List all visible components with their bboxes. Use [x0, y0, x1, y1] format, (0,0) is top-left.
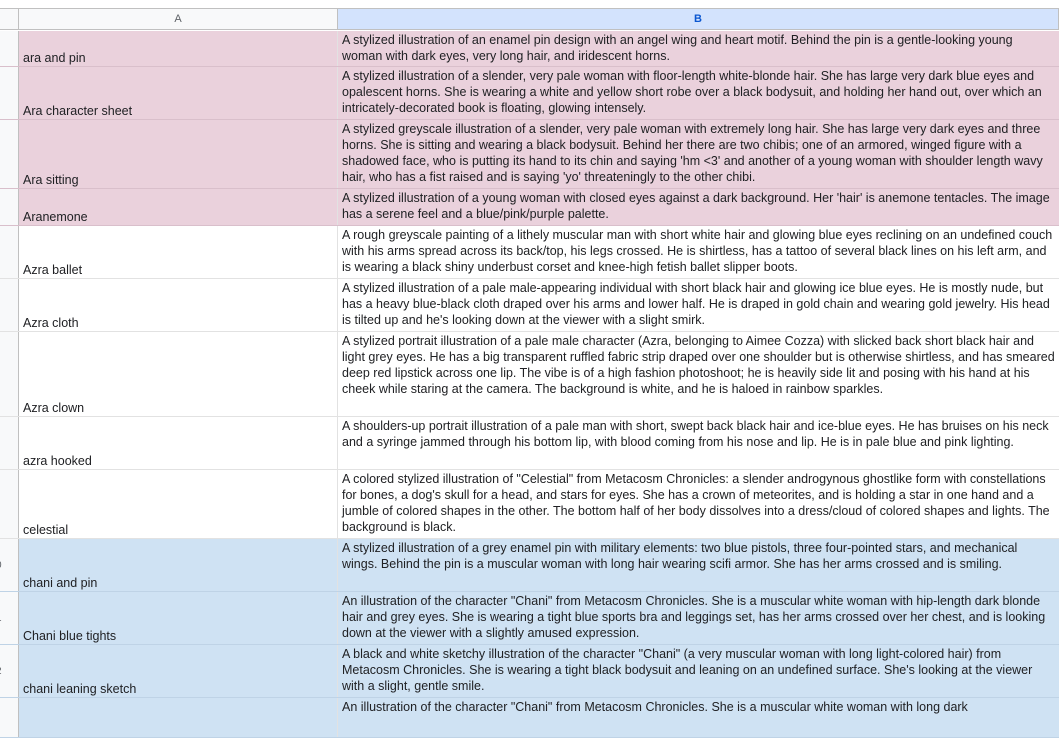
column-header-a[interactable]: A — [19, 9, 338, 29]
rows-container — [0, 31, 1059, 738]
cell-name[interactable]: Azra cloth — [19, 279, 338, 331]
table-row[interactable] — [0, 332, 1059, 417]
cell-description[interactable]: A rough greyscale painting of a lithely muscular man with short white hair and glowing blue eyes reclining on an undefined couch with his arms spread across its back/top, his legs crossed. He is shirtless, has a tattoo of several black lines on his left arm, and is wearing a black shiny underbust corset and knee-high fetish ballet slipper boots. — [338, 226, 1059, 278]
cell-name[interactable]: Ara sitting — [19, 120, 338, 188]
cell-name[interactable]: Azra ballet — [19, 226, 338, 278]
cell-description[interactable]: A colored stylized illustration of "Celestial" from Metacosm Chronicles: a slender androgynous ghostlike form with constellations for bones, a dog's skull for a head, and stars for eyes. She has a crown of meteorites, and is holding a star in one hand and a jumble of colored shapes in the other. The bottom half of her body dissolves into a dress/cloud of colored shapes and lights. The background is black. — [338, 470, 1059, 538]
row-number[interactable] — [0, 592, 19, 644]
table-row[interactable] — [0, 226, 1059, 279]
cell-name[interactable]: Chani blue tights — [19, 592, 338, 644]
table-row[interactable] — [0, 189, 1059, 226]
row-number[interactable] — [0, 67, 19, 119]
cell-description[interactable]: A stylized greyscale illustration of a slender, very pale woman with extremely long hair. She has large very dark eyes and three horns. She is sitting and wearing a black bodysuit. Behind her there are two chibis; one of an armored, winged figure with a shadowed face, who is putting its hand to its chin and saying 'hm <3' and another of a young woman with shoulder length wavy hair, who has a fist raised and is saying 'yo' threateningly to the other chibi. — [338, 120, 1059, 188]
cell-description[interactable]: A shoulders-up portrait illustration of a pale man with short, swept back black hair and ice-blue eyes. He has bruises on his neck and a syringe jammed through his bottom lip, with blood coming from his nose and lip. He is in pale blue and pink lighting. — [338, 417, 1059, 469]
column-header-row — [0, 8, 1059, 30]
row-number[interactable] — [0, 226, 19, 278]
cell-name[interactable] — [19, 698, 338, 737]
table-row[interactable] — [0, 120, 1059, 189]
row-number[interactable] — [0, 31, 19, 66]
table-row[interactable] — [0, 31, 1059, 67]
row-number[interactable] — [0, 332, 19, 416]
table-row[interactable] — [0, 470, 1059, 539]
table-row[interactable] — [0, 279, 1059, 332]
row-number[interactable] — [0, 189, 19, 225]
cell-name[interactable]: Ara character sheet — [19, 67, 338, 119]
row-number-label — [0, 613, 2, 624]
table-row[interactable] — [0, 592, 1059, 645]
row-number[interactable] — [0, 279, 19, 331]
column-header-b[interactable]: B — [338, 9, 1059, 29]
cell-description[interactable]: A stylized illustration of a slender, very pale woman with floor-length white-blonde hair. She has large very dark blue eyes and opalescent horns. She is wearing a white and yellow short robe over a black bodysuit, and holding her hand out, over which an intricately-decorated book is floating, glowing intensely. — [338, 67, 1059, 119]
cell-name[interactable]: azra hooked — [19, 417, 338, 469]
row-number[interactable] — [0, 698, 19, 737]
cell-name[interactable]: Azra clown — [19, 332, 338, 416]
table-row[interactable] — [0, 645, 1059, 698]
cell-name[interactable]: ara and pin — [19, 31, 338, 66]
cell-description[interactable]: A stylized illustration of a pale male-appearing individual with short black hair and glowing ice blue eyes. He is mostly nude, but has a heavy blue-black cloth draped over his arms and lower half. He is draped in gold chain and wearing gold jewelry. His head is tilted up and he's looking down at the viewer with a slight smirk. — [338, 279, 1059, 331]
row-number[interactable] — [0, 539, 19, 591]
row-number[interactable] — [0, 470, 19, 538]
cell-name[interactable]: celestial — [19, 470, 338, 538]
row-number[interactable] — [0, 645, 19, 697]
cell-name[interactable]: chani leaning sketch — [19, 645, 338, 697]
cell-description[interactable]: A stylized illustration of an enamel pin design with an angel wing and heart motif. Behind the pin is a gentle-looking young woman with dark eyes, very long hair, and iridescent horns. — [338, 31, 1059, 66]
toolbar-edge — [0, 0, 1059, 8]
cell-description[interactable]: A stylized illustration of a grey enamel pin with military elements: two blue pistols, three four-pointed stars, and mechanical wings. Behind the pin is a muscular woman with long hair wearing scifi armor. She has her arms crossed and is smiling. — [338, 539, 1059, 591]
table-row[interactable] — [0, 539, 1059, 592]
row-number-label — [0, 560, 2, 571]
row-number[interactable] — [0, 120, 19, 188]
table-row[interactable] — [0, 67, 1059, 120]
cell-description[interactable]: A black and white sketchy illustration of the character "Chani" (a very muscular woman with long light-colored hair) from Metacosm Chronicles. She is wearing a tight black bodysuit and leaning on an undefined surface. She's looking at the viewer with a slight, gentle smile. — [338, 645, 1059, 697]
row-number[interactable] — [0, 417, 19, 469]
cell-description[interactable]: An illustration of the character "Chani" from Metacosm Chronicles. She is a muscular white woman with hip-length dark blonde hair and grey eyes. She is wearing a tight blue sports bra and leggings set, has her arms crossed over her chest, and is looking down at the viewer with a slightly amused expression. — [338, 592, 1059, 644]
cell-name[interactable]: Aranemone — [19, 189, 338, 225]
select-all-corner[interactable] — [0, 9, 19, 29]
cell-description[interactable]: A stylized illustration of a young woman with closed eyes against a dark background. Her 'hair' is anemone tentacles. The image has a serene feel and a blue/pink/purple palette. — [338, 189, 1059, 225]
cell-name[interactable]: chani and pin — [19, 539, 338, 591]
cell-description[interactable]: An illustration of the character "Chani" from Metacosm Chronicles. She is a muscular white woman with long dark — [338, 698, 1059, 737]
table-row[interactable] — [0, 417, 1059, 470]
cell-description[interactable]: A stylized portrait illustration of a pale male character (Azra, belonging to Aimee Cozza) with slicked back short black hair and light grey eyes. He has a big transparent ruffled fabric strip draped over one shoulder but is otherwise shirtless, and has smeared deep red lipstick across one lip. The vibe is of a high fashion photoshoot; he is heavily side lit and posing with his hand at his cheek while staring at the camera. The background is white, and he is haloed in rainbow sparkles. — [338, 332, 1059, 416]
row-number-label — [0, 666, 2, 677]
table-row[interactable] — [0, 698, 1059, 738]
